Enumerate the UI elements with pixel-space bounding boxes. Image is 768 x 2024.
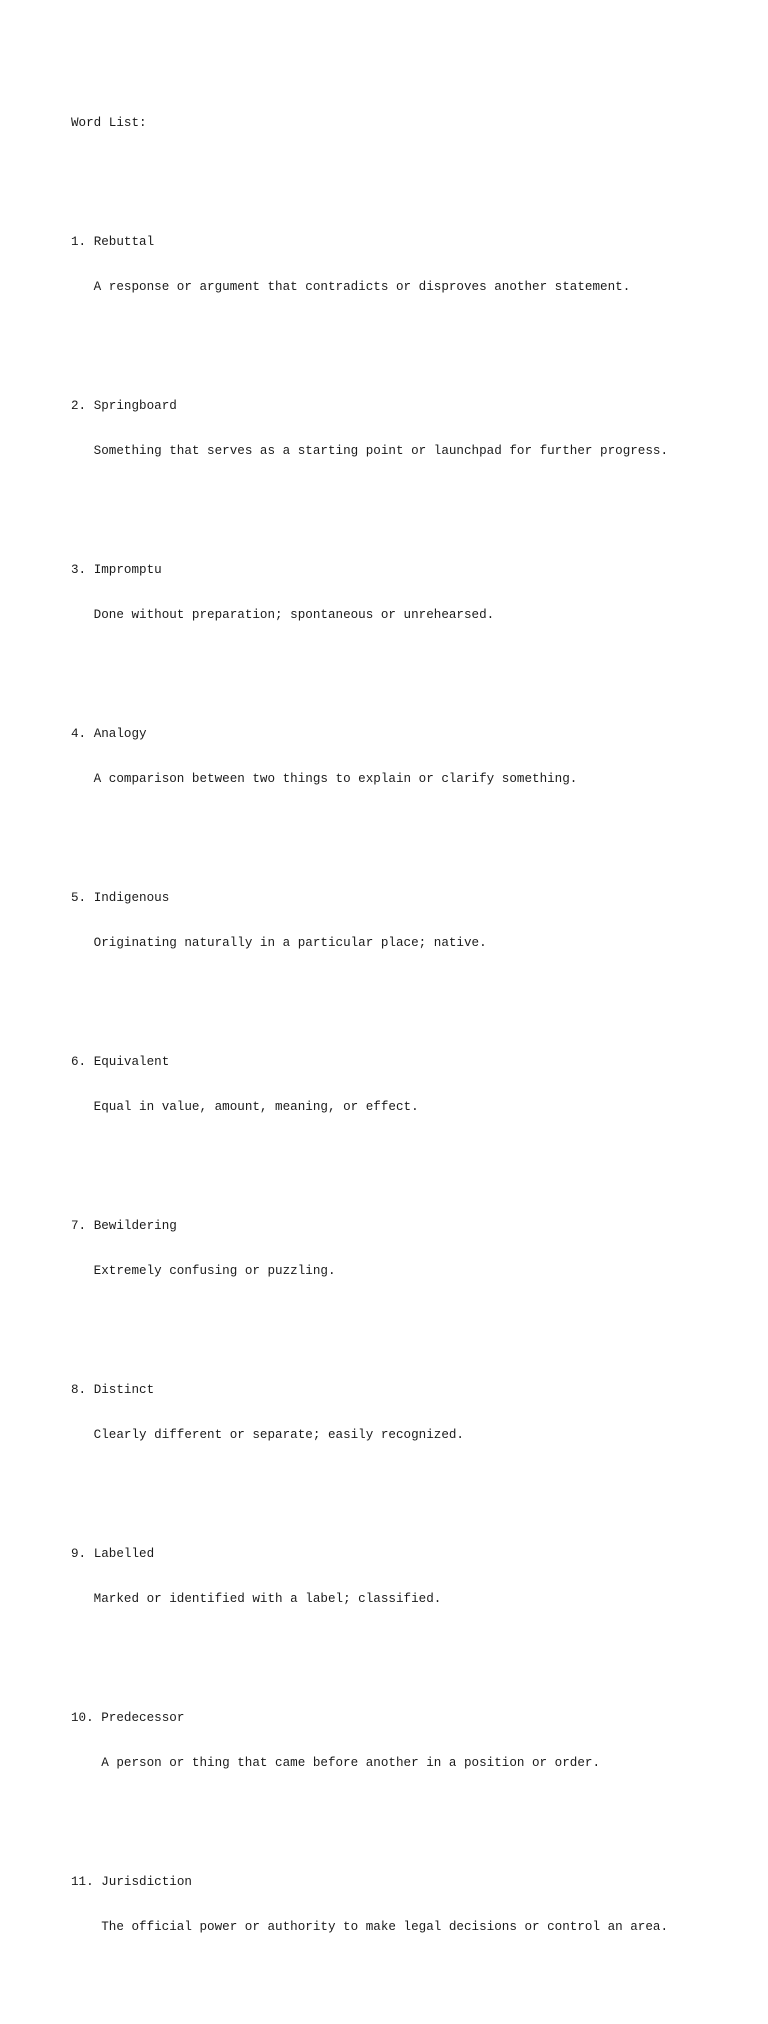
entry-number: 4. — [71, 727, 87, 741]
word-entry — [71, 1189, 668, 1309]
word-entry — [71, 1025, 668, 1145]
entry-definition: Something that serves as a starting point or launchpad for further progress. — [93, 444, 669, 458]
entry-term-line — [71, 399, 668, 414]
entry-term-line — [71, 1219, 668, 1234]
entry-definition: Equal in value, amount, meaning, or effect. — [93, 1100, 419, 1114]
word-entry — [71, 533, 668, 653]
document-page — [71, 86, 668, 2024]
entry-term-line — [71, 891, 668, 906]
entry-term: Predecessor — [101, 1711, 185, 1725]
entry-term: Labelled — [93, 1547, 155, 1561]
entry-term-line — [71, 1547, 668, 1562]
entry-number: 3. — [71, 563, 87, 577]
word-list-heading: Word List: — [71, 116, 147, 130]
word-entry — [71, 861, 668, 981]
entry-definition: Originating naturally in a particular place; native. — [93, 936, 487, 950]
entry-term: Jurisdiction — [101, 1875, 192, 1889]
entry-term-line — [71, 727, 668, 742]
entry-definition: Extremely confusing or puzzling. — [93, 1264, 336, 1278]
entry-term: Impromptu — [93, 563, 162, 577]
entry-term: Indigenous — [93, 891, 170, 905]
word-entry — [71, 1353, 668, 1473]
entry-definition: The official power or authority to make legal decisions or control an area. — [101, 1920, 669, 1934]
entry-number: 9. — [71, 1547, 87, 1561]
word-entry — [71, 205, 668, 325]
entry-term: Equivalent — [93, 1055, 170, 1069]
word-list — [71, 175, 668, 2009]
entry-number: 2. — [71, 399, 87, 413]
entry-definition: Marked or identified with a label; classified. — [93, 1592, 442, 1606]
entry-term-line — [71, 1383, 668, 1398]
entry-definition: Done without preparation; spontaneous or unrehearsed. — [93, 608, 495, 622]
entry-term: Rebuttal — [93, 235, 155, 249]
entry-definition: A response or argument that contradicts or disproves another statement. — [93, 280, 631, 294]
entry-number: 8. — [71, 1383, 87, 1397]
entry-definition: A comparison between two things to explain or clarify something. — [93, 772, 578, 786]
word-entry — [71, 1517, 668, 1637]
entry-term-line — [71, 235, 668, 250]
entry-number: 6. — [71, 1055, 87, 1069]
entry-number: 11. — [71, 1875, 94, 1889]
entry-term: Bewildering — [93, 1219, 177, 1233]
entry-term-line — [71, 1875, 668, 1890]
entry-term: Distinct — [93, 1383, 155, 1397]
entry-term: Springboard — [93, 399, 177, 413]
entry-number: 7. — [71, 1219, 87, 1233]
entry-term-line — [71, 1055, 668, 1070]
entry-number: 10. — [71, 1711, 94, 1725]
word-entry — [71, 1681, 668, 1801]
word-entry — [71, 1845, 668, 1965]
word-entry — [71, 697, 668, 817]
entry-definition: Clearly different or separate; easily recognized. — [93, 1428, 464, 1442]
entry-number: 5. — [71, 891, 87, 905]
entry-number: 1. — [71, 235, 87, 249]
entry-term-line — [71, 1711, 668, 1726]
word-entry — [71, 369, 668, 489]
entry-term: Analogy — [93, 727, 147, 741]
entry-definition: A person or thing that came before another in a position or order. — [101, 1756, 601, 1770]
entry-term-line — [71, 563, 668, 578]
